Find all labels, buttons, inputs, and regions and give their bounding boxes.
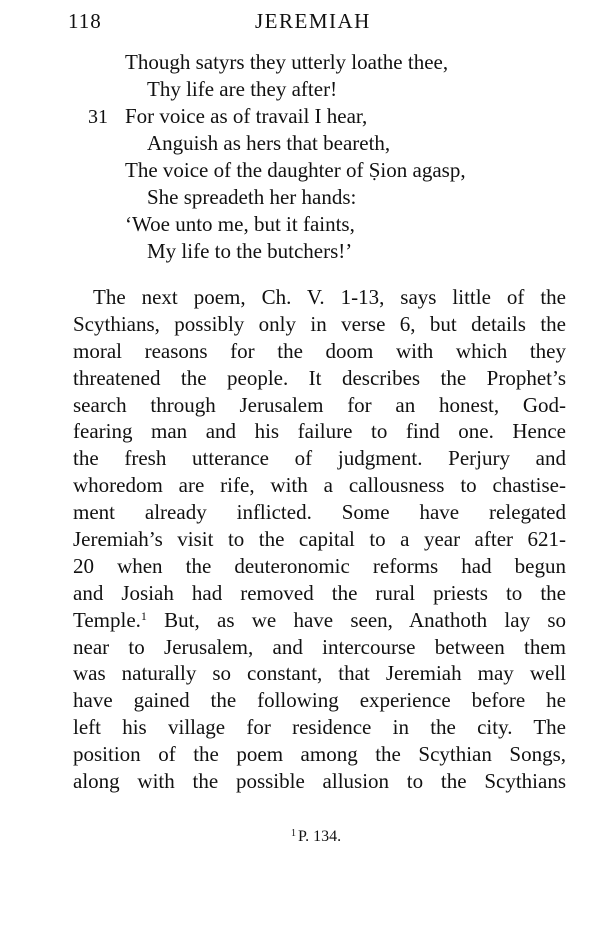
prose-line: along with the possible allusion to the Scythians <box>73 769 566 794</box>
prose-line: threatened the people. It describes the Prophet’s <box>73 365 566 390</box>
prose-line: The next poem, Ch. V. 1-13, says little of the <box>93 285 566 309</box>
prose-line-with-footnote <box>73 607 566 634</box>
prose-line: moral reasons for the doom with which they <box>73 338 566 363</box>
prose-line: Jeremiah’s visit to the capital to a year after 621- <box>73 527 566 552</box>
prose-paragraph <box>73 284 566 795</box>
footnote-mark: 1 <box>291 828 296 839</box>
prose-line: was naturally so constant, that Jeremiah may well <box>73 661 566 686</box>
prose-line: near to Jerusalem, and intercourse between them <box>73 634 566 659</box>
prose-line: have gained the following experience before he <box>73 688 566 713</box>
footnote-reference: 1 <box>140 608 147 623</box>
prose-line: ment already inflicted. Some have relegated <box>73 500 566 525</box>
prose-line: fearing man and his failure to find one. Hence <box>73 419 566 444</box>
footnote <box>291 826 341 848</box>
prose-line: position of the poem among the Scythian Songs, <box>73 742 566 767</box>
book-title: JEREMIAH <box>255 9 371 33</box>
prose-line: left his village for residence in the city. The <box>73 715 566 740</box>
verse-number: 31 <box>88 106 108 128</box>
prose-segment: Temple. <box>73 607 141 632</box>
page-number: 118 <box>68 9 102 33</box>
prose-line: and Josiah had removed the rural priests to the <box>73 580 566 605</box>
verse-line: The voice of the daughter of Ṣion agasp, <box>125 158 466 182</box>
running-head <box>0 6 610 36</box>
prose-line: search through Jerusalem for an honest, God- <box>73 392 566 417</box>
verse-line: She spreadeth her hands: <box>147 185 357 209</box>
prose-line: Scythians, possibly only in verse 6, but details the <box>73 311 566 336</box>
verse-line: Thy life are they after! <box>147 77 338 101</box>
prose-line: the fresh utterance of judgment. Perjury and <box>73 446 566 471</box>
prose-segment: But, as we have seen, Anathoth lay so <box>164 607 566 632</box>
verse-line: My life to the butchers!’ <box>147 239 353 263</box>
verse-line: ‘Woe unto me, but it faints, <box>125 212 355 236</box>
verse-line: Anguish as hers that beareth, <box>147 131 391 155</box>
footnote-text: P. 134. <box>298 828 342 845</box>
verse-line: For voice as of travail I hear, <box>125 104 368 128</box>
prose-line: 20 when the deuteronomic reforms had begun <box>73 553 566 578</box>
prose-line: whoredom are rife, with a callousness to chastise- <box>73 473 566 498</box>
verse-line: Though satyrs they utterly loathe thee, <box>125 50 449 74</box>
